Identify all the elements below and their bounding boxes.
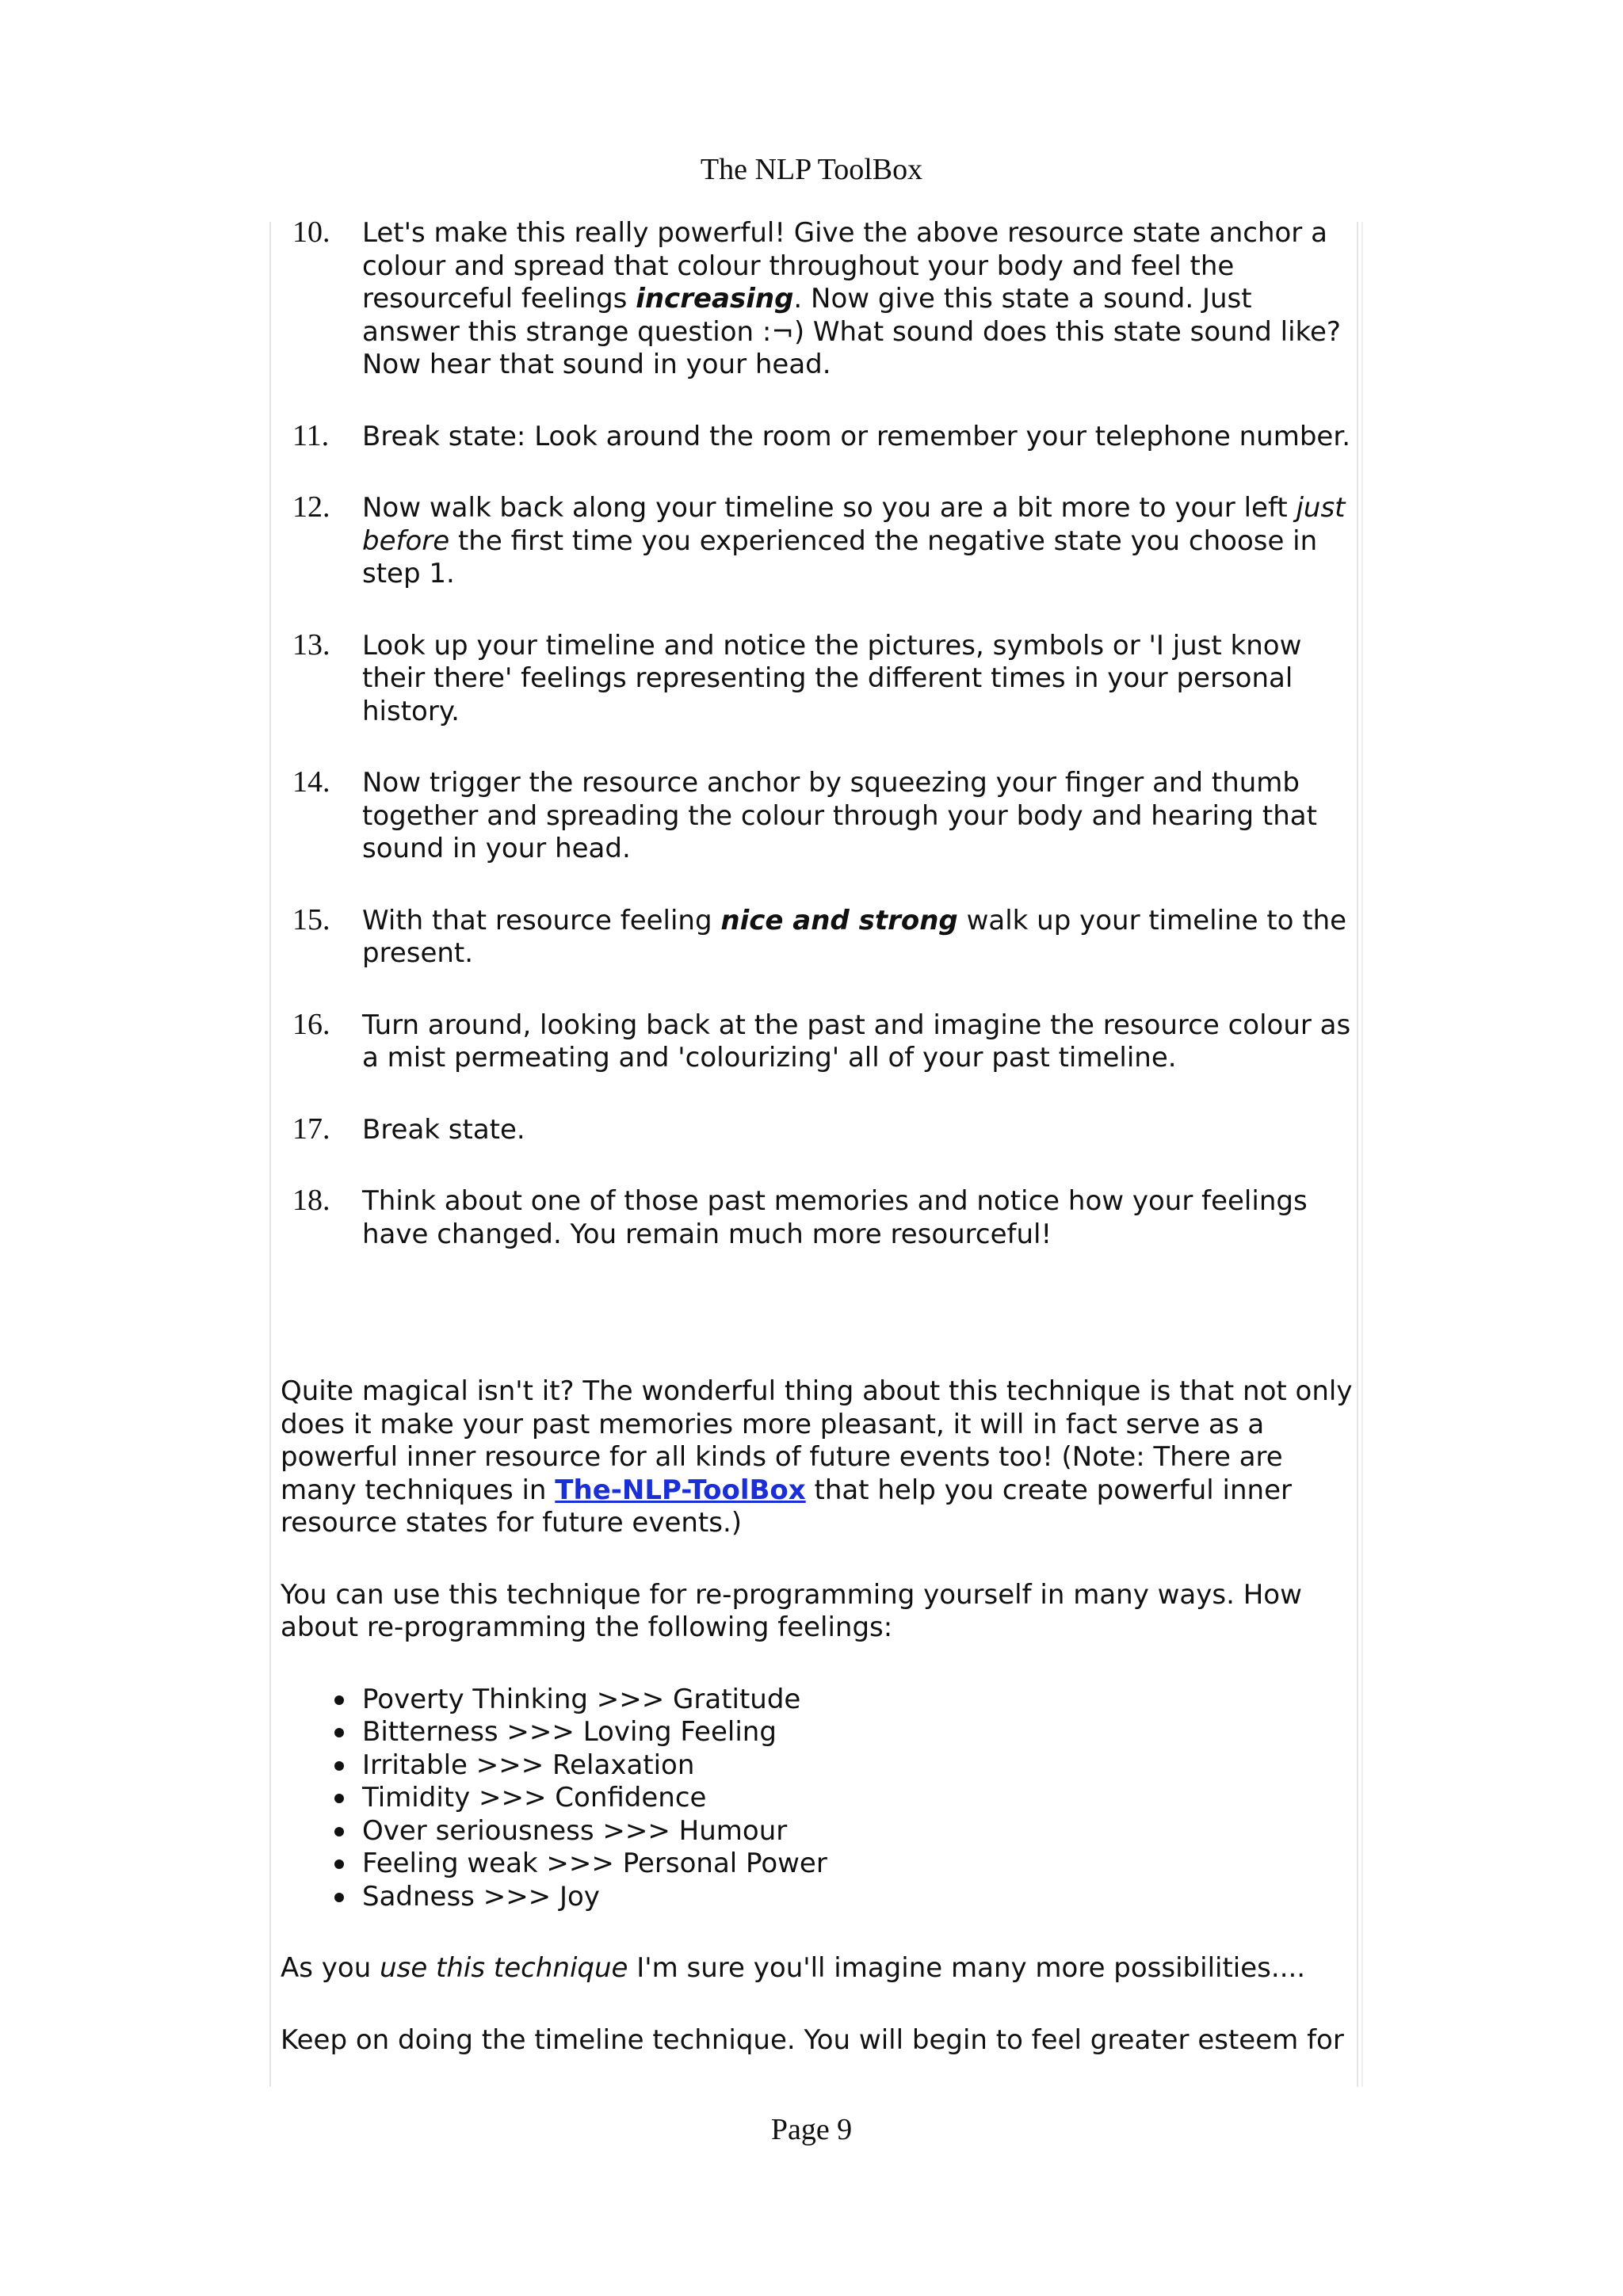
step-italic: just before: [362, 492, 1346, 557]
paragraph-intro: [281, 1375, 1355, 1540]
paragraph-italic: use this technique: [380, 1952, 628, 1984]
step-emphasis: increasing: [636, 283, 794, 315]
step-text: Look up your timeline and notice the pictures, symbols or 'I just know their there' feelings representing the different times in your personal history.: [362, 629, 1302, 727]
page-header: The NLP ToolBox: [700, 153, 923, 186]
step-text: [362, 217, 1341, 380]
step-number: 18.: [292, 1184, 330, 1217]
step-item: [281, 418, 1355, 454]
step-item: [281, 1114, 1355, 1147]
step-item: [281, 767, 1355, 866]
steps-list: [281, 217, 1355, 1251]
paragraph-text: I'm sure you'll imagine many more possibilities....: [628, 1952, 1306, 1984]
list-item: Poverty Thinking >>> Gratitude: [362, 1684, 1355, 1717]
step-text: [362, 905, 1346, 970]
list-item: Timidity >>> Confidence: [362, 1782, 1355, 1815]
step-text-part: the first time you experienced the negative state you choose in step 1.: [362, 524, 1318, 589]
nlp-toolbox-link[interactable]: The-NLP-ToolBox: [555, 1474, 806, 1506]
paragraph-keep-going: Keep on doing the timeline technique. You will begin to feel greater esteem for: [281, 2023, 1344, 2056]
step-number: 16.: [292, 1007, 330, 1041]
paragraph-reprogramming: You can use this technique for re-programming yourself in many ways. How about re-programming the following feelings:: [281, 1578, 1302, 1643]
step-text: Turn around, looking back at the past and imagine the resource colour as a mist permeating and 'colourizing' all of your past timeline.: [362, 1009, 1351, 1074]
step-text: Break state.: [362, 1113, 525, 1146]
step-item: [281, 492, 1355, 591]
step-text: Break state: Look around the room or remember your telephone number.: [362, 420, 1351, 452]
step-number: 12.: [292, 490, 330, 524]
main-content: [281, 217, 1355, 2096]
step-item: [281, 1009, 1355, 1075]
list-item: Sadness >>> Joy: [362, 1881, 1355, 1914]
step-number: 14.: [292, 765, 330, 799]
step-text-part: With that resource feeling: [362, 904, 721, 936]
paragraph-possibilities: [281, 1952, 1355, 1985]
step-text: Think about one of those past memories and notice how your feelings have changed. You remain much more resourceful!: [362, 1185, 1308, 1250]
paragraph-text: As you: [281, 1952, 380, 1984]
step-text: [362, 492, 1346, 589]
step-text-part: . Now give this state a sound. Just answer this strange question :¬) What sound does this state sound like? Now hear that sound in your head.: [362, 283, 1341, 380]
step-text-part: Now walk back along your timeline so you are a bit more to your left: [362, 492, 1296, 524]
step-item: [281, 1185, 1355, 1251]
paragraph-text: Quite magical isn't it? The wonderful thing about this technique is that not only does it make your past memories more pleasant, it will in fact serve as a powerful inner resource for all kinds of future events too! (Note: There are many techniques in: [281, 1375, 1353, 1506]
step-number: 15.: [292, 902, 330, 936]
step-emphasis: nice and strong: [720, 904, 958, 936]
step-number: 10.: [292, 215, 330, 249]
feelings-list: [281, 1684, 1355, 1914]
list-item: Irritable >>> Relaxation: [362, 1749, 1355, 1783]
step-number: 17.: [292, 1112, 330, 1146]
list-item: Bitterness >>> Loving Feeling: [362, 1716, 1355, 1749]
step-item: [281, 902, 1355, 971]
step-text-part: walk up your timeline to the present.: [362, 904, 1347, 969]
list-item: Over seriousness >>> Humour: [362, 1815, 1355, 1848]
step-text-part: Let's make this really powerful! Give the above resource state anchor a colour and spread that colour throughout your body and feel the resourceful feelings: [362, 217, 1327, 315]
step-number: 11.: [292, 418, 330, 452]
step-item: [281, 627, 1355, 729]
paragraph-text: that help you create powerful inner resource states for future events.): [281, 1474, 1292, 1539]
page-number: Page 9: [770, 2113, 853, 2146]
spacer: [281, 1290, 1355, 1375]
step-text: Now trigger the resource anchor by squeezing your finger and thumb together and spreading the colour through your body and hearing that sound in your head.: [362, 767, 1317, 864]
step-number: 13.: [292, 627, 330, 662]
step-item: [281, 217, 1355, 382]
list-item: Feeling weak >>> Personal Power: [362, 1848, 1355, 1881]
